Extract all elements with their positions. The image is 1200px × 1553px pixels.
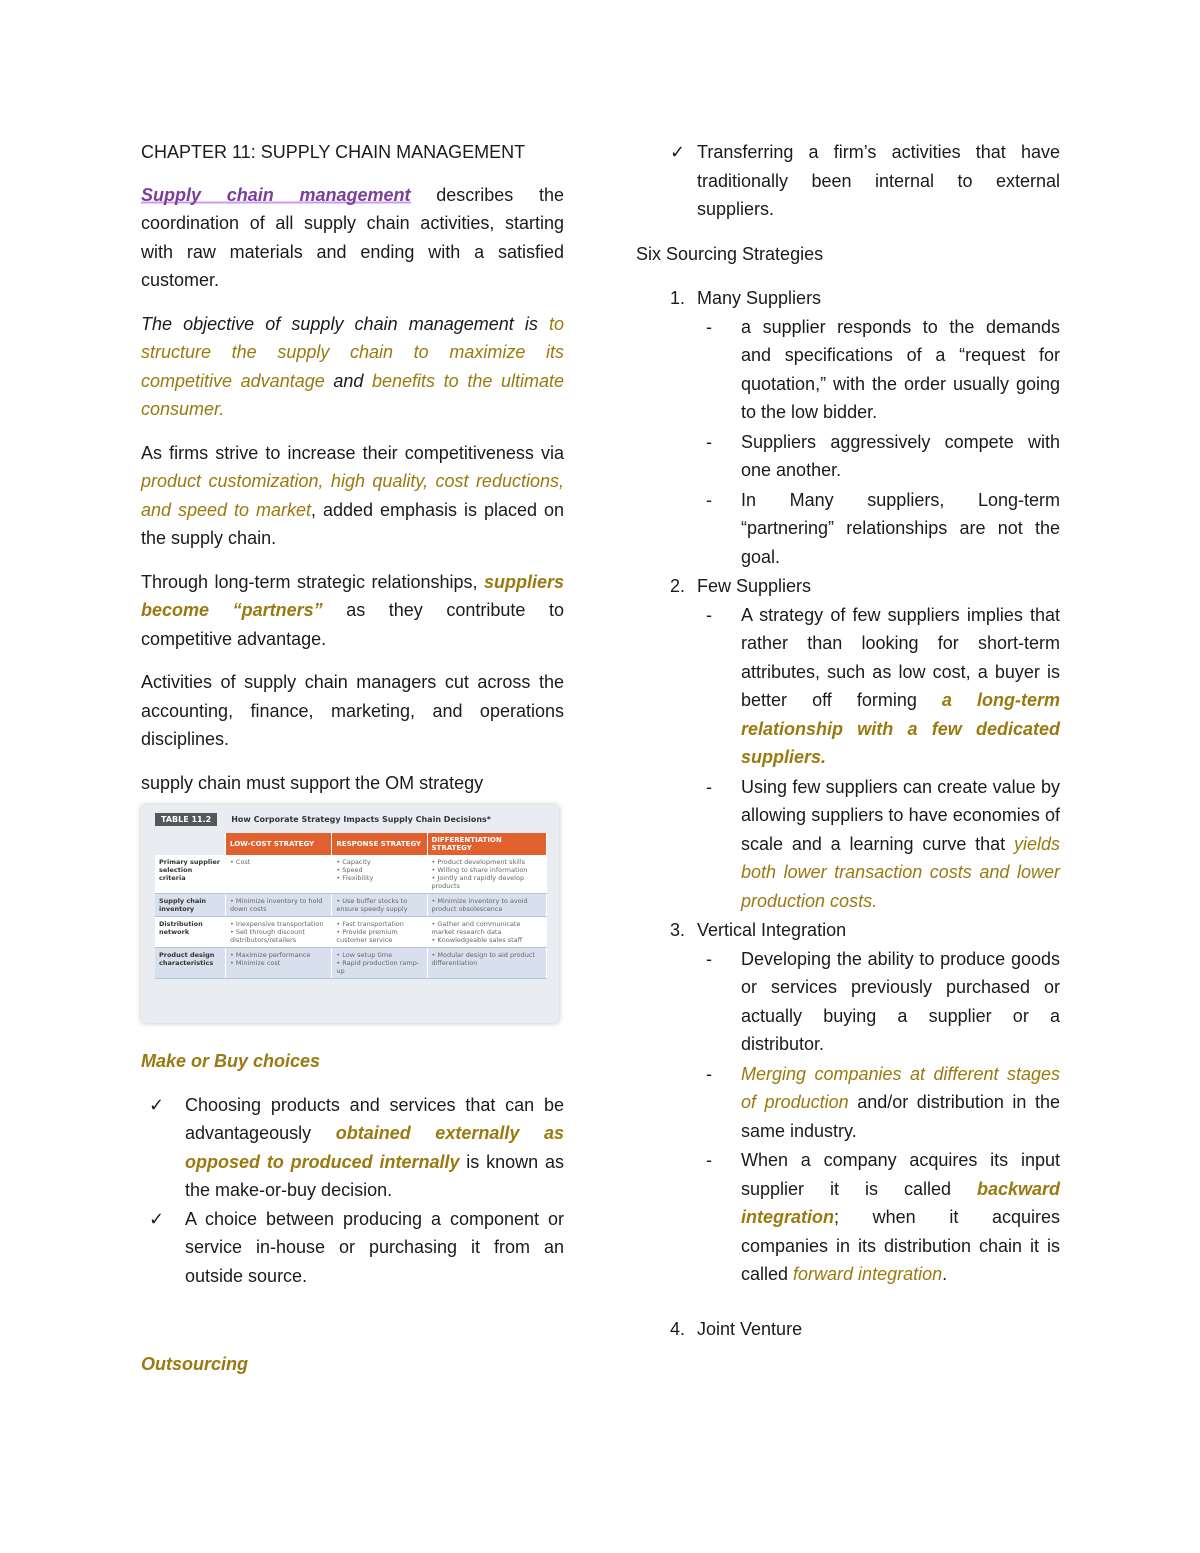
strategy-item-many-suppliers: 1. Many Suppliers [670, 288, 822, 308]
paragraph-objective: The objective of supply chain management is to structure the supply chain to maximize its competitive advantage and benefits to the ultimate consumer. [141, 313, 564, 419]
bullet-item: - When a company acquires its input supplier it is called backward integration; when it acquires companies in its distribution chain it is called forward integration. [706, 1150, 1060, 1284]
bullet-item: - In Many suppliers, Long-term “partnering” relationships are not the goal. [706, 489, 1060, 567]
paragraph-definition: Supply chain management describes the coordination of all supply chain activities, starting with raw materials and ending with a satisfied customer. [141, 184, 564, 290]
strategy-item-joint-venture: 4. Joint Venture [670, 1318, 803, 1339]
make-or-buy-list [141, 1091, 564, 1291]
right-column [636, 138, 1060, 1343]
list-item: ✓ A choice between producing a component or service in-house or purchasing it from an outside source. [141, 1205, 564, 1291]
bullet-item: - A strategy of few suppliers implies that rather than looking for short-term attributes, such as low cost, a buyer is better off forming a long-term relationship with a few dedicated suppliers. [706, 604, 1060, 767]
paragraph-partners: Through long-term strategic relationships, suppliers become “partners” as they contribute to competitive advantage. [141, 571, 564, 649]
checkmark-icon: ✓ [670, 142, 686, 162]
table-image-header [141, 805, 559, 833]
table-row: Product design characteristics • Maximize performance • Minimize cost • Low setup time • Rapid production ramp-up • Modular design to aid product differentiation [155, 948, 547, 979]
paragraph-om-strategy: supply chain must support the OM strategy [141, 772, 484, 793]
six-strategies-heading: Six Sourcing Strategies [636, 243, 824, 264]
strategy-item-few-suppliers: 2. Few Suppliers [670, 576, 812, 596]
paragraph-competitiveness: As firms strive to increase their competitiveness via product customization, high quality, cost reductions, and speed to market, added emphasis is placed on the supply chain. [141, 442, 564, 548]
table-header-cell [155, 833, 226, 855]
table-header-cell: RESPONSE STRATEGY [332, 833, 427, 855]
table-row: Distribution network • Inexpensive transportation • Sell through discount distributors/retailers • Fast transportation • Provide premium customer service • Gather and communicate market research data • Knowledgeable sales staff [155, 917, 547, 948]
bullet-item: - Developing the ability to produce goods or services previously purchased or actually buying a supplier or a distributor. [706, 948, 1060, 1054]
checkmark-icon: ✓ [149, 1094, 165, 1115]
table-tag: TABLE 11.2 [155, 813, 217, 826]
bullet-item: - a supplier responds to the demands and specifications of a “request for quotation,” with the order usually going to the low bidder. [706, 316, 1060, 422]
bullet-item: - Using few suppliers can create value by allowing suppliers to have economies of scale and a learning curve that yields both lower transaction costs and lower production costs. [706, 776, 1060, 911]
list-item: ✓ Choosing products and services that can be advantageously obtained externally as opposed to produced internally is known as the make-or-buy decision. [141, 1091, 564, 1205]
table-row: Primary supplier selection criteria • Cost • Capacity • Speed • Flexibility • Product development skills • Willing to share information • Jointly and rapidly develop products [155, 855, 547, 894]
strategy-item-vertical-integration: 3. Vertical Integration [670, 920, 847, 940]
table-title: How Corporate Strategy Impacts Supply Chain Decisions* [231, 814, 491, 824]
bullet-item: - Suppliers aggressively compete with one another. [706, 431, 1060, 480]
table-image [141, 805, 559, 1023]
checkmark-icon: ✓ [149, 1208, 165, 1229]
make-or-buy-heading: Make or Buy choices [141, 1051, 321, 1071]
left-column [141, 138, 564, 1394]
table-header-cell: DIFFERENTIATION STRATEGY [427, 833, 547, 855]
strategy-table [155, 833, 547, 979]
table-header-cell: LOW-COST STRATEGY [226, 833, 332, 855]
paragraph-activities: Activities of supply chain managers cut across the accounting, finance, marketing, and operations disciplines. [141, 672, 564, 749]
list-item: ✓ Transferring a firm’s activities that have traditionally been internal to external suppliers. [636, 138, 1060, 224]
bullet-item: - Merging companies at different stages of production and/or distribution in the same industry. [706, 1063, 1060, 1141]
term-supply-chain-management: Supply chain management [141, 184, 411, 205]
chapter-title: CHAPTER 11: SUPPLY CHAIN MANAGEMENT [141, 142, 526, 162]
table-row: Supply chain inventory • Minimize inventory to hold down costs • Use buffer stocks to ensure speedy supply • Minimize inventory to avoid product obsolescence [155, 894, 547, 917]
outsourcing-list [636, 138, 1060, 224]
outsourcing-heading: Outsourcing [141, 1354, 248, 1374]
